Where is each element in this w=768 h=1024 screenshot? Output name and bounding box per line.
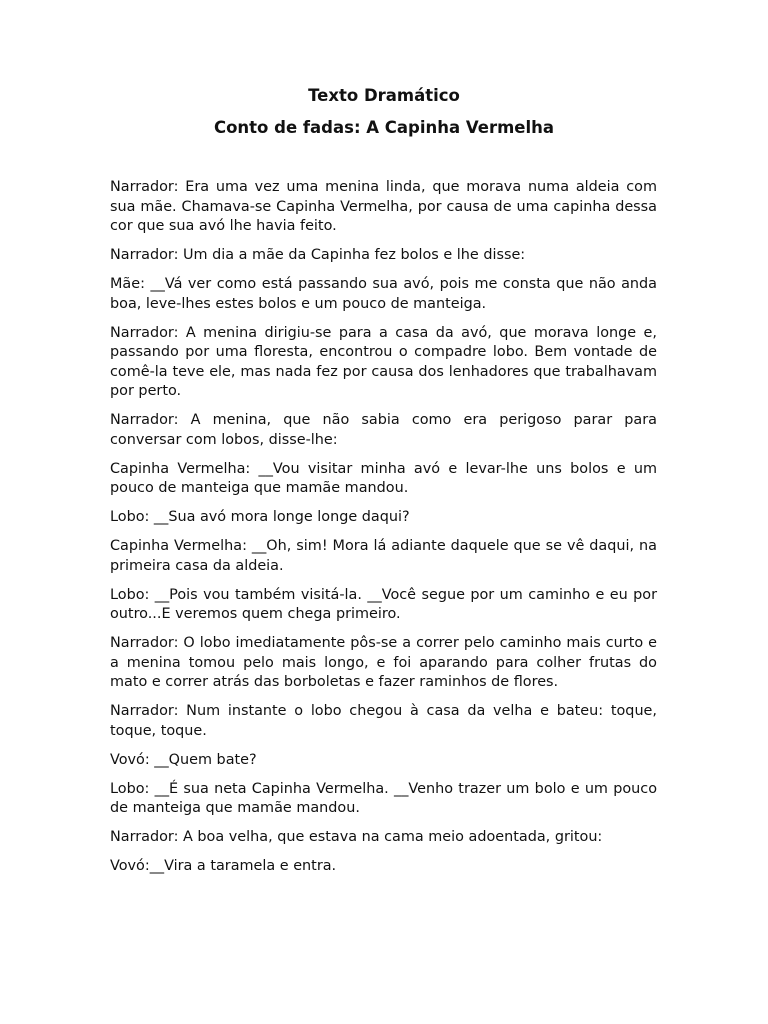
paragraph: Narrador: Era uma vez uma menina linda, que morava numa aldeia com sua mãe. Chamava-se Capinha Vermelha, por causa de uma capinha dessa cor que sua avó lhe havia feito. xyxy=(110,179,657,234)
paragraph: Vovó:__Vira a taramela e entra. xyxy=(110,858,337,874)
paragraph: Mãe: __Vá ver como está passando sua avó, pois me consta que não anda boa, leve-lhes estes bolos e um pouco de manteiga. xyxy=(110,276,657,312)
paragraph: Capinha Vermelha: __Oh, sim! Mora lá adiante daquele que se vê daqui, na primeira casa da aldeia. xyxy=(110,538,657,574)
document-subtitle: Conto de fadas: A Capinha Vermelha xyxy=(213,118,555,137)
paragraph: Vovó: __Quem bate? xyxy=(110,751,257,768)
paragraph: Lobo: __Pois vou também visitá-la. __Você segue por um caminho e eu por outro...E veremos quem chega primeiro. xyxy=(110,586,657,622)
document-title: Texto Dramático xyxy=(308,86,460,105)
paragraph: Narrador: O lobo imediatamente pôs-se a correr pelo caminho mais curto e a menina tomou pelo mais longo, e foi aparando para colher frutas do mato e correr atrás das borboletas e fazer raminhos de flores. xyxy=(110,635,657,690)
paragraph: Narrador: Um dia a mãe da Capinha fez bolos e lhe disse: xyxy=(110,247,526,263)
paragraph: Lobo: __Sua avó mora longe longe daqui? xyxy=(110,509,410,525)
paragraph: Lobo: __É sua neta Capinha Vermelha. __Venho trazer um bolo e um pouco de manteiga que mamãe mandou. xyxy=(110,780,657,816)
paragraph: Capinha Vermelha: __Vou visitar minha avó e levar-lhe uns bolos e um pouco de manteiga que mamãe mandou. xyxy=(110,460,657,496)
paragraph: Narrador: Num instante o lobo chegou à casa da velha e bateu: toque, toque, toque. xyxy=(110,703,657,739)
paragraph: Narrador: A boa velha, que estava na cama meio adoentada, gritou: xyxy=(110,829,603,845)
document-body xyxy=(110,178,657,886)
paragraph: Narrador: A menina, que não sabia como era perigoso parar para conversar com lobos, disse-lhe: xyxy=(110,412,657,448)
paragraph: Narrador: A menina dirigiu-se para a casa da avó, que morava longe e, passando por uma floresta, encontrou o compadre lobo. Bem vontade de comê-la teve ele, mas nada fez por causa dos lenhadores que trabalhavam por perto. xyxy=(110,324,657,399)
